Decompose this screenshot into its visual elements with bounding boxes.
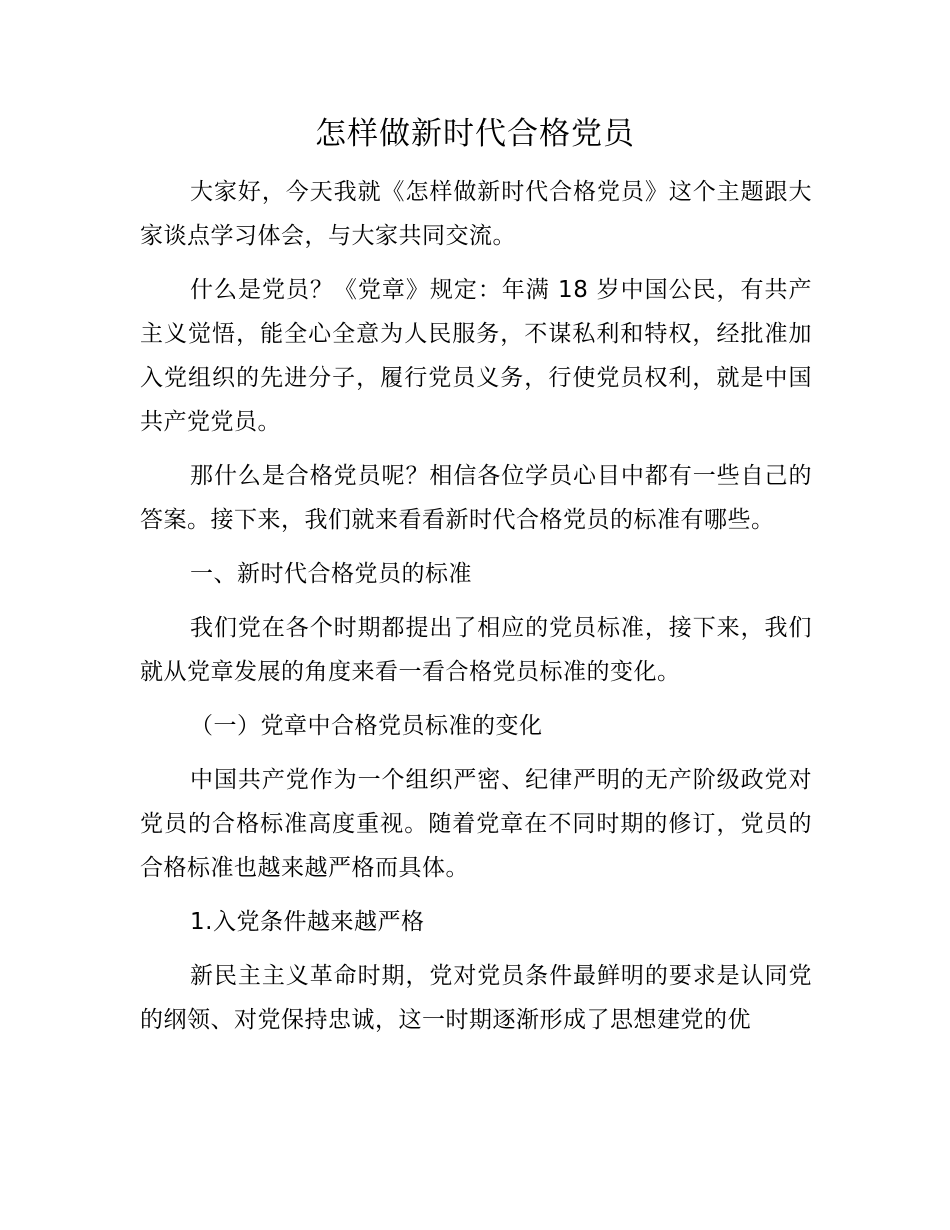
subsection-heading-charter-changes: （一）党章中合格党员标准的变化 [190,713,543,739]
paragraph-charter-changes: 中国共产党作为一个组织严密、纪律严明的无产阶级政党对党员的合格标准高度重视。随着党章在不同时期的修订，党员的合格标准也越来越严格而具体。 [140,767,812,881]
paragraph-greeting: 大家好，今天我就《怎样做新时代合格党员》这个主题跟大家谈点学习体会，与大家共同交流。 [140,179,812,249]
page-title: 怎样做新时代合格党员 [315,116,635,152]
item-heading-admission-conditions: 1.入党条件越来越严格 [190,909,425,935]
paragraph-qualified-member-question: 那什么是合格党员呢？相信各位学员心目中都有一些自己的答案。接下来，我们就来看看新时代合格党员的标准有哪些。 [140,463,812,533]
paragraph-standards-intro: 我们党在各个时期都提出了相应的党员标准，接下来，我们就从党章发展的角度来看一看合格党员标准的变化。 [140,615,812,685]
section-heading-standards: 一、新时代合格党员的标准 [190,561,472,587]
paragraph-party-member-definition: 什么是党员？《党章》规定：年满 18 岁中国公民，有共产主义觉悟，能全心全意为人民服务，不谋私利和特权，经批准加入党组织的先进分子，履行党员义务，行使党员权利，就是中国共产党党员。 [140,277,812,435]
document-body [140,170,812,1052]
paragraph-new-democratic-period: 新民主主义革命时期，党对党员条件最鲜明的要求是认同党的纲领、对党保持忠诚，这一时期逐渐形成了思想建党的优 [140,963,812,1033]
